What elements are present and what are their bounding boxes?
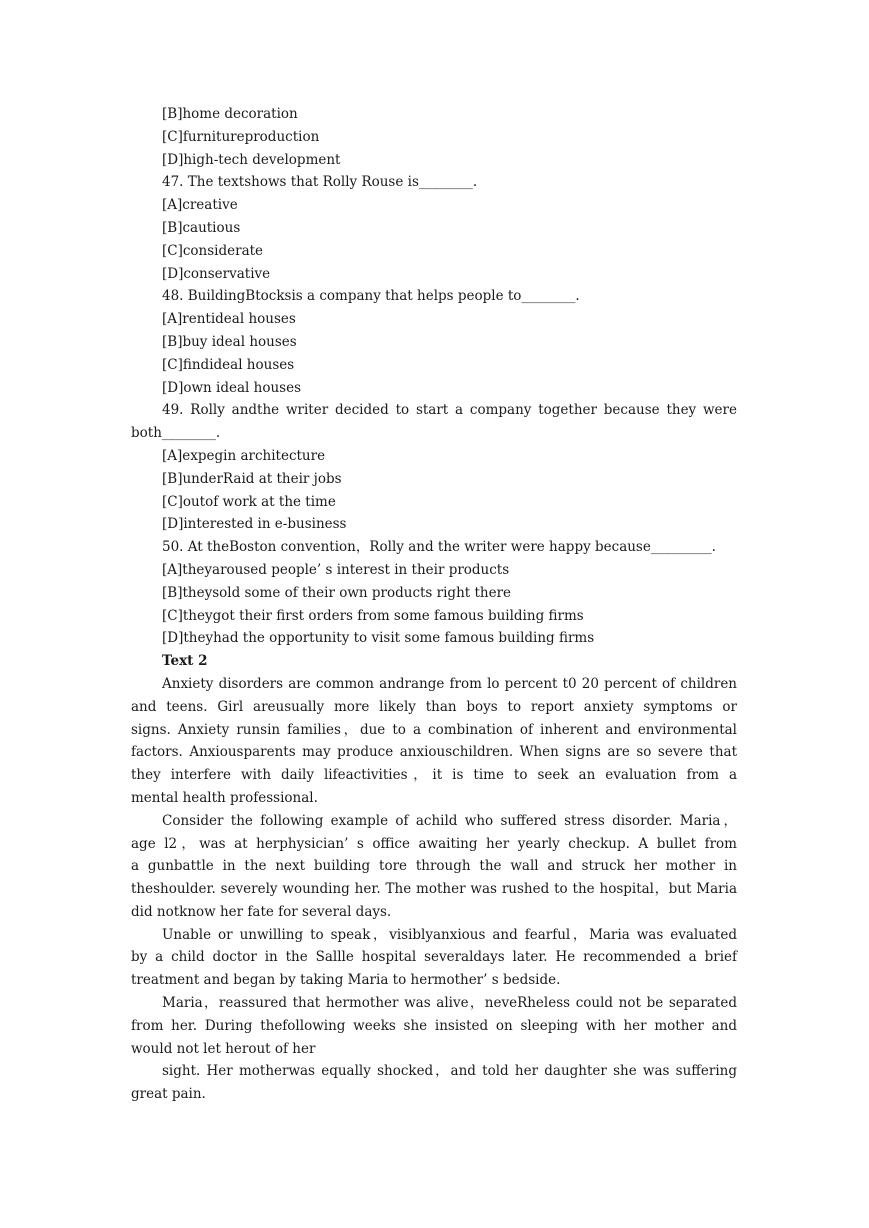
text2-p2-line: age l2，was at herphysician’ s office awaiting her yearly checkup. A bullet from: [131, 835, 737, 852]
text2-p2-line: a gunbattle in the next building tore through the wall and struck her mother in: [131, 858, 737, 875]
q46-option-b: [B]home decoration: [162, 106, 298, 122]
q48-option-c: [C]findideal houses: [162, 356, 295, 373]
text2-p1-line: signs. Anxiety runsin families，due to a combination of inherent and environmental: [131, 721, 737, 738]
q49-stem-line1: 49. Rolly andthe writer decided to start a company together because they were: [162, 402, 737, 419]
q50-option-a: [A]theyaroused people’ s interest in their products: [162, 561, 510, 578]
q47-stem: 47. The textshows that Rolly Rouse is________.: [162, 174, 478, 191]
q48-option-d: [D]own ideal houses: [162, 379, 301, 396]
q49-option-c: [C]outof work at the time: [162, 493, 336, 510]
q48-stem: 48. BuildingBtocksis a company that helps people to________.: [162, 288, 580, 305]
q49-stem-line2: both________.: [131, 425, 221, 442]
q50-stem: 50. At theBoston convention，Rolly and the writer were happy because_________.: [162, 539, 716, 556]
q47-option-d: [D]conservative: [162, 265, 271, 282]
text2-p5-line: great pain.: [131, 1086, 206, 1103]
document-page: [131, 103, 737, 1106]
text2-p5-line: sight. Her motherwas equally shocked，and told her daughter she was suffering: [162, 1063, 737, 1080]
q49-option-a: [A]expegin architecture: [162, 447, 326, 464]
text2-p1-line: Anxiety disorders are common andrange from lo percent t0 20 percent of children: [162, 675, 737, 692]
q49-option-b: [B]underRaid at their jobs: [162, 470, 342, 487]
q48-option-b: [B]buy ideal houses: [162, 333, 297, 350]
text2-p2-line: theshoulder. severely wounding her. The mother was rushed to the hospital，but Maria: [131, 881, 737, 898]
q50-option-d: [D]theyhad the opportunity to visit some famous building firms: [162, 630, 595, 647]
q47-option-c: [C]considerate: [162, 242, 264, 259]
q49-option-d: [D]interested in e-business: [162, 516, 347, 533]
text2-p4-line: Maria，reassured that hermother was alive，neveRheless could not be separated: [162, 995, 737, 1012]
text2-p4-line: from her. During thefollowing weeks she insisted on sleeping with her mother and: [131, 1017, 737, 1034]
text2-p1-line: and teens. Girl areusually more likely than boys to report anxiety symptoms or: [131, 698, 737, 715]
text2-p3-line: by a child doctor in the Sallle hospital severaldays later. He recommended a brief: [131, 949, 737, 966]
q46-option-c: [C]furnitureproduction: [162, 128, 320, 145]
q47-option-a: [A]creative: [162, 197, 238, 214]
q46-option-d: [D]high-tech development: [162, 151, 341, 168]
text2-p2-line: did notknow her fate for several days.: [131, 903, 392, 920]
q47-option-b: [B]cautious: [162, 219, 241, 236]
q48-option-a: [A]rentideal houses: [162, 311, 296, 328]
text2-p1-line: they interfere with daily lifeactivities，it is time to seek an evaluation from a: [131, 767, 737, 784]
text2-p1-line: factors. Anxiousparents may produce anxiouschildren. When signs are so severe that: [131, 744, 737, 761]
text2-p3-line: Unable or unwilling to speak，visiblyanxious and fearful，Maria was evaluated: [162, 926, 737, 943]
text2-p3-line: treatment and began by taking Maria to hermother’ s bedside.: [131, 972, 561, 989]
text2-p1-line: mental health professional.: [131, 789, 318, 806]
text2-p2-line: Consider the following example of achild who suffered stress disorder. Maria，: [162, 812, 737, 829]
q50-option-b: [B]theysold some of their own products right there: [162, 584, 512, 601]
text2-heading: Text 2: [162, 653, 208, 670]
text2-p4-line: would not let herout of her: [131, 1040, 316, 1057]
q50-option-c: [C]theygot their first orders from some famous building firms: [162, 607, 584, 624]
